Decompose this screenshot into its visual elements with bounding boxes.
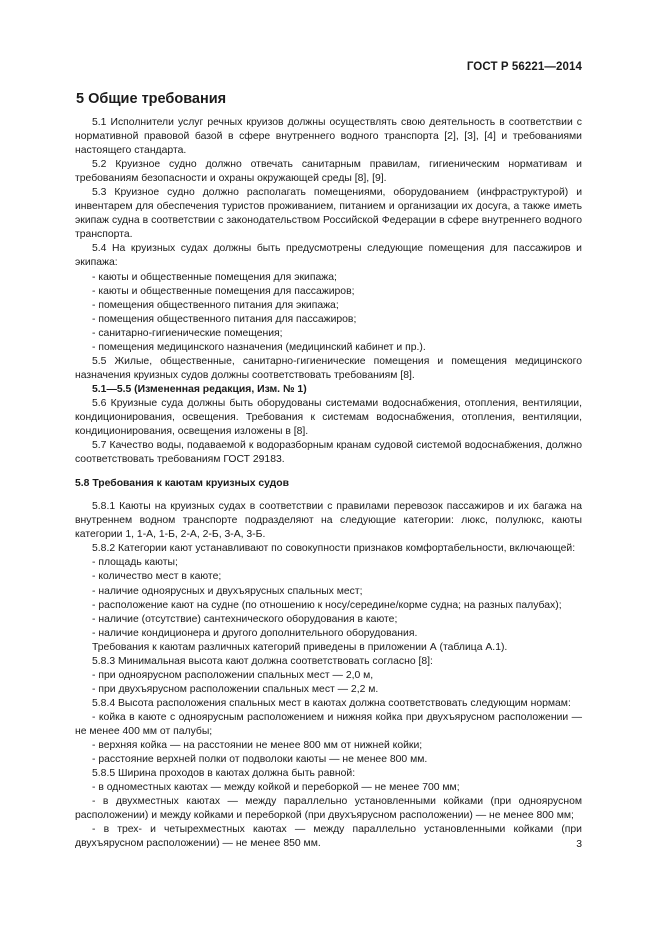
paragraph-5-8-2-note: Требования к каютам различных категорий приведены в приложении А (таблица А.1). <box>92 641 508 653</box>
list-item: - в двухместных каютах — между параллельно установленными койками (при одноярусном расположении) и между койками и переборкой (при двухъярусном расположении) — не менее 800 мм; <box>75 796 582 822</box>
list-item: - в одноместных каютах — между койкой и переборкой — не менее 700 мм; <box>92 782 460 794</box>
list-item: - наличие одноярусных и двухъярусных спальных мест; <box>92 585 363 597</box>
paragraph-5-8-3: 5.8.3 Минимальная высота кают должна соответствовать согласно [8]: <box>92 655 433 667</box>
list-item: - помещения общественного питания для пассажиров; <box>92 313 357 325</box>
list-item: - помещения общественного питания для экипажа; <box>92 299 339 311</box>
section-title: 5 Общие требования <box>76 91 227 107</box>
list-item: - в трех- и четырехместных каютах — между параллельно установленными койками (при двухъярусном расположении) — не менее 850 мм. <box>75 824 582 850</box>
list-item: - при одноярусном расположении спальных мест — 2,0 м, <box>92 669 374 681</box>
list-item: - расстояние верхней полки от подволоки каюты — не менее 800 мм. <box>92 754 428 766</box>
document-body <box>75 116 582 851</box>
list-item: - наличие кондиционера и другого дополнительного оборудования. <box>92 627 418 639</box>
paragraph-5-5: 5.5 Жилые, общественные, санитарно-гигиенические помещения и помещения медицинского назначения круизных судов должны соответствовать требованиям [8]. <box>75 355 582 381</box>
list-item: - помещения медицинского назначения (медицинский кабинет и пр.). <box>92 341 426 353</box>
paragraph-5-3: 5.3 Круизное судно должно располагать помещениями, оборудованием (инфраструктурой) и инвентарем для обеспечения туристов проживанием, питанием и организации их досуга, а также иметь экипаж судна в соответствии с законодательством Российской Федерации в сфере внутреннего водного транспорта. <box>75 187 582 241</box>
paragraph-5-1: 5.1 Исполнители услуг речных круизов должны осуществлять свою деятельность в соответствии с нормативной правовой базой в сфере внутреннего водного транспорта [2], [3], [4] и требованиями настоящего стандарта. <box>75 117 582 157</box>
list-item: - наличие (отсутствие) сантехнического оборудования в каюте; <box>92 613 398 625</box>
paragraph-5-6: 5.6 Круизные суда должны быть оборудованы системами водоснабжения, отопления, вентиляции, кондиционирования, освещения. Требования к системам водоснабжения, отопления, вентиляции, кондиционирования, освещения изложены в [8]. <box>75 397 582 438</box>
paragraph-5-8-5: 5.8.5 Ширина проходов в каютах должна быть равной: <box>92 768 356 780</box>
paragraph-5-8-2: 5.8.2 Категории кают устанавливают по совокупности признаков комфортабельности, включающей: <box>92 543 576 555</box>
paragraph-5-7: 5.7 Качество воды, подаваемой к водоразборным кранам судовой системой водоснабжения, должно соответствовать требованиям ГОСТ 29183. <box>75 440 582 466</box>
document-number: ГОСТ Р 56221—2014 <box>466 61 582 73</box>
list-item: - верхняя койка — на расстоянии не менее 800 мм от нижней койки; <box>92 740 423 752</box>
list-item: - каюты и общественные помещения для экипажа; <box>92 271 337 283</box>
subsection-heading-5-8: 5.8 Требования к каютам круизных судов <box>75 478 289 490</box>
list-item: - каюты и общественные помещения для пассажиров; <box>92 285 355 297</box>
page-number: 3 <box>576 839 582 850</box>
paragraph-5-8-4: 5.8.4 Высота расположения спальных мест в каютах должна соответствовать следующим нормам: <box>92 697 571 709</box>
amendment-note: 5.1—5.5 (Измененная редакция, Изм. № 1) <box>92 383 307 395</box>
list-item: - при двухъярусном расположении спальных мест — 2,2 м. <box>92 683 379 695</box>
list-item: - количество мест в каюте; <box>92 571 222 583</box>
list-item: - койка в каюте с одноярусным расположением и нижняя койка при двухъярусном расположении — не менее 400 мм от палубы; <box>75 711 582 737</box>
list-item: - расположение кают на судне (по отношению к носу/середине/корме судна; на разных палубах); <box>92 599 562 611</box>
paragraph-5-8-1: 5.8.1 Каюты на круизных судах в соответствии с правилами перевозок пассажиров и их багажа на внутреннем водном транспорте подразделяют на следующие категории: люкс, полулюкс, каюты категории 1, 1-А, 1-Б, 2-А, 2-Б, 3-А, 3-Б. <box>75 501 582 541</box>
paragraph-5-2: 5.2 Круизное судно должно отвечать санитарным правилам, гигиеническим нормативам и требованиям безопасности и охраны окружающей среды [8], [9]. <box>75 159 582 185</box>
list-item: - санитарно-гигиенические помещения; <box>92 327 283 339</box>
paragraph-5-4: 5.4 На круизных судах должны быть предусмотрены следующие помещения для пассажиров и экипажа: <box>75 243 582 269</box>
list-item: - площадь каюты; <box>92 557 178 569</box>
